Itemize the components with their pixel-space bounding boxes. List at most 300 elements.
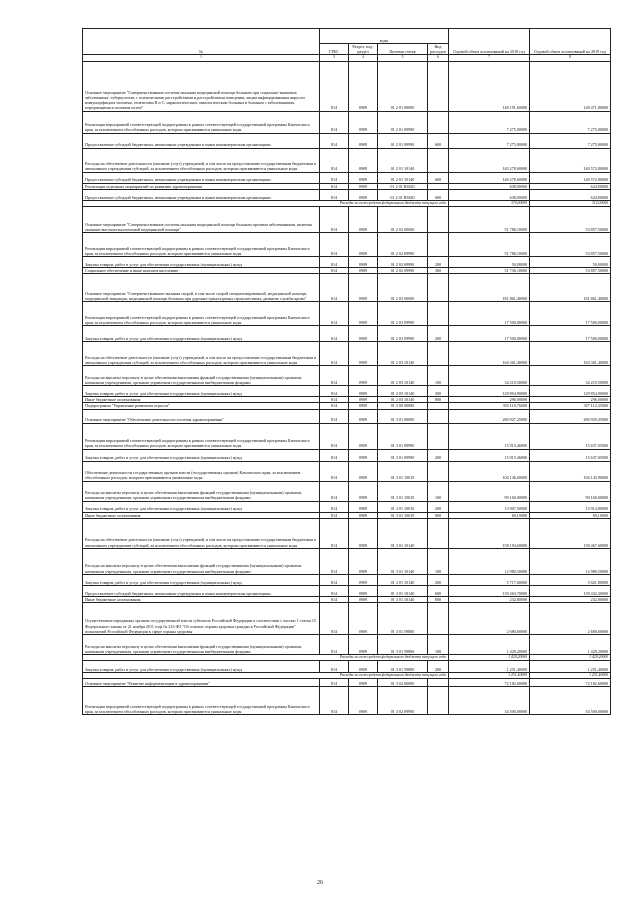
row-name: Реализация мероприятий соответствующей подпрограммы в рамках соответствующей государственной программы Камчатского края, за исключением обособленных расходов, которым присваиваются уникальные коды — [83, 111, 320, 133]
row-grbs: 814 — [320, 342, 349, 366]
row-vid — [428, 207, 449, 233]
table-row — [83, 233, 611, 257]
col-header-grbs: ГРБС — [320, 44, 349, 55]
row-amount-2019: 90 160,00000 — [530, 481, 611, 501]
table-row — [83, 518, 611, 548]
row-razdel: 0909 — [349, 268, 378, 274]
row-cst: 01 3 01 00000 — [378, 409, 428, 423]
row-vid: 200 — [428, 326, 449, 342]
table-row — [83, 687, 611, 715]
row-cst: 01 2 01 R3820 — [378, 189, 428, 200]
col-number: 4 — [349, 55, 378, 61]
row-vid — [428, 233, 449, 257]
row-amount-2019: 181 861,40000 — [530, 274, 611, 302]
row-cst: 01 3 02 09990 — [378, 687, 428, 715]
table-row — [83, 111, 611, 133]
row-name: Реализация мероприятий соответствующей подпрограммы в рамках соответствующей государственной программы Камчатского края, за исключением обособленных расходов, которым присваиваются уникальные коды — [83, 687, 320, 715]
row-grbs: 814 — [320, 326, 349, 342]
row-amount-2018: 69,10000 — [449, 512, 530, 518]
table-row — [83, 257, 611, 268]
table-row — [83, 635, 611, 655]
row-grbs: 814 — [320, 61, 349, 111]
col-header-razdel: Раздел, под-раздел — [349, 44, 378, 55]
row-amount-2019: 139 432,30000 — [530, 585, 611, 596]
table-row — [83, 661, 611, 673]
row-amount-2019: 53 857,50000 — [530, 233, 611, 257]
row-name: Предоставление субсидий бюджетным, автономным учреждениям и иным некоммерческим организациям — [83, 585, 320, 596]
row-cst: 01 3 01 10140 — [378, 585, 428, 596]
col-header-codes: коды — [320, 29, 449, 44]
row-grbs: 814 — [320, 133, 349, 148]
row-amount-2018: 15 915,46000 — [449, 449, 530, 461]
row-amount-2018: 2 680,60000 — [449, 603, 530, 635]
row-cst: 01 2 02 00000 — [378, 207, 428, 233]
row-name: Реализация отдельных мероприятий по развитию здравоохранения — [83, 183, 320, 189]
row-amount-2019: 7 275,00000 — [530, 133, 611, 148]
row-cst: 01 3 01 10140 — [378, 548, 428, 574]
row-amount-2019: 50,00000 — [530, 257, 611, 268]
row-note: Расходы за счет средств федерального бюджета текущего года — [83, 200, 449, 206]
table-row — [83, 461, 611, 481]
row-amount-2019: 12 980,50000 — [530, 548, 611, 574]
col-header-name: № — [83, 29, 320, 55]
row-amount-2018: 7 275,00000 — [449, 133, 530, 148]
row-vid: 200 — [428, 257, 449, 268]
row-cst: 01 3 01 59800 — [378, 635, 428, 655]
row-cst: 01 2 01 R3820 — [378, 183, 428, 189]
table-body — [83, 61, 611, 715]
row-amount-2019: 164 361,40000 — [530, 342, 611, 366]
row-cst: 01 2 03 10140 — [378, 397, 428, 403]
row-grbs: 814 — [320, 585, 349, 596]
row-amount-2018: 104 136,60000 — [449, 461, 530, 481]
row-razdel: 0909 — [349, 518, 378, 548]
row-note: Расходы за счет средств федерального бюджета текущего года — [83, 655, 449, 661]
row-name: Расходы на выплаты персоналу в целях обеспечения выполнения функций государственными (муниципальными) органами, казенными учреждениями, органами управления государственными внебюджетными фондами — [83, 548, 320, 574]
row-amount-2018: 5 717,60000 — [449, 574, 530, 585]
row-amount-2019: 13 914,80000 — [530, 501, 611, 512]
row-vid: 100 — [428, 481, 449, 501]
row-amount-2018: 1 429,20000 — [449, 655, 530, 661]
row-vid: 600 — [428, 172, 449, 183]
row-cst: 01 3 01 10140 — [378, 596, 428, 602]
row-cst: 01 2 03 00000 — [378, 274, 428, 302]
row-amount-2019: 69,10000 — [530, 512, 611, 518]
table-row — [83, 133, 611, 148]
row-amount-2018: 370,00000 — [449, 200, 530, 206]
row-grbs: 814 — [320, 596, 349, 602]
row-cst: 01 2 02 09990 — [378, 268, 428, 274]
col-number: 5 — [378, 55, 428, 61]
row-amount-2018: 17 500,00000 — [449, 302, 530, 326]
row-grbs: 814 — [320, 461, 349, 481]
row-vid: 200 — [428, 574, 449, 585]
table-row — [83, 61, 611, 111]
row-amount-2019: 232,80000 — [530, 596, 611, 602]
table-row — [83, 326, 611, 342]
row-amount-2018: 1 251,40000 — [449, 673, 530, 679]
row-cst: 01 2 02 09990 — [378, 233, 428, 257]
row-amount-2019: 7 275,00000 — [530, 111, 611, 133]
row-razdel: 0909 — [349, 687, 378, 715]
row-grbs: 814 — [320, 449, 349, 461]
row-grbs: 814 — [320, 548, 349, 574]
row-vid — [428, 687, 449, 715]
row-amount-2019: 34 210,50000 — [530, 366, 611, 386]
row-name: Социальное обеспечение и иные выплаты населению — [83, 268, 320, 274]
row-amount-2018: 140 278,60000 — [449, 148, 530, 172]
col-header-cst: Целевая статья — [378, 44, 428, 55]
row-name: Расходы на обеспечение деятельности (оказание услуг) учреждений, в том числе на предоставление государственным бюджетным и автономным учреждениям субсидий, за исключением обособленных расходов, которым присваиваются уникальные коды — [83, 518, 320, 548]
row-razdel: 0909 — [349, 574, 378, 585]
row-cst: 01 3 00 00000 — [378, 403, 428, 409]
row-amount-2019: 158 467,60000 — [530, 518, 611, 548]
row-name: Предоставление субсидий бюджетным, автономным учреждениям и иным некоммерческим организациям — [83, 189, 320, 200]
budget-sheet — [82, 28, 610, 715]
row-vid — [428, 61, 449, 111]
row-grbs: 814 — [320, 386, 349, 397]
row-amount-2018: 15 915,46000 — [449, 423, 530, 449]
row-amount-2018: 50,00000 — [449, 257, 530, 268]
row-vid — [428, 342, 449, 366]
row-grbs: 814 — [320, 366, 349, 386]
row-name: Закупка товаров, работ и услуг для обеспечения государственных (муниципальных) нужд — [83, 386, 320, 397]
row-razdel: 0909 — [349, 366, 378, 386]
row-vid — [428, 111, 449, 133]
row-razdel: 0909 — [349, 512, 378, 518]
row-vid: 100 — [428, 366, 449, 386]
table-row — [83, 574, 611, 585]
row-grbs: 814 — [320, 687, 349, 715]
row-amount-2018: 181 861,40000 — [449, 274, 530, 302]
row-grbs: 814 — [320, 111, 349, 133]
table-row — [83, 409, 611, 423]
row-name: Расходы на обеспечение деятельности (оказание услуг) учреждений, в том числе на предоставление государственным бюджетным и автономным учреждениям субсидий, за исключением обособленных расходов, которым присваиваются уникальные коды — [83, 148, 320, 172]
row-amount-2019: 34 500,00000 — [530, 687, 611, 715]
row-cst: 01 2 01 09990 — [378, 133, 428, 148]
row-vid: 800 — [428, 596, 449, 602]
row-name: Основное мероприятие "Совершенствование системы оказания медицинской помощи больным при социально-значимых заболеваниях: туберкулезом; с психическими расстройствами и расстройствами поведения; лицам инфицированным вирусом иммунодефицита человека, гепатитами В и С; наркологическим, онкологическим больным и больным с заболеваниями, передающимися половым путем" — [83, 61, 320, 111]
row-amount-2018: 12 980,50000 — [449, 548, 530, 574]
row-name: Реализация мероприятий соответствующей подпрограммы в рамках соответствующей государственной программы Камчатского края, за исключением обособленных расходов, которым присваиваются уникальные коды — [83, 423, 320, 449]
row-razdel: 0909 — [349, 326, 378, 342]
row-grbs: 814 — [320, 635, 349, 655]
row-razdel: 0909 — [349, 189, 378, 200]
row-name: Реализация мероприятий соответствующей подпрограммы в рамках соответствующей государственной программы Камчатского края, за исключением обособленных расходов, которым присваиваются уникальные коды — [83, 302, 320, 326]
col-number: 1 — [83, 55, 320, 61]
table-row — [83, 423, 611, 449]
row-razdel: 0909 — [349, 233, 378, 257]
row-amount-2018: 129 854,90000 — [449, 386, 530, 397]
row-name: Иные бюджетные ассигнования — [83, 397, 320, 403]
row-name: Основное мероприятие "Совершенствование системы оказания медицинской помощи больным прочими заболеваниями, включая оказание высокотехнологичной медицинской помощи" — [83, 207, 320, 233]
col-header-2018: Годовой объем ассигнований на 2018 год — [449, 29, 530, 55]
row-grbs: 814 — [320, 501, 349, 512]
row-razdel: 0909 — [349, 207, 378, 233]
row-grbs: 814 — [320, 574, 349, 585]
row-razdel: 0909 — [349, 111, 378, 133]
row-name: Закупка товаров, работ и услуг для обеспечения государственных (муниципальных) нужд — [83, 501, 320, 512]
row-amount-2019: 140 572,80000 — [530, 172, 611, 183]
row-grbs: 814 — [320, 302, 349, 326]
row-cst: 01 3 01 59800 — [378, 603, 428, 635]
row-name: Основное мероприятие "Совершенствование оказания скорой, в том числе скорой специализированной, медицинской помощи, медицинской эвакуации, медицинской помощи больным при дорожно-транспортных происшествиях, развитие службы крови" — [83, 274, 320, 302]
row-cst: 01 3 01 10010 — [378, 512, 428, 518]
row-grbs: 814 — [320, 518, 349, 548]
row-cst: 01 2 02 09990 — [378, 257, 428, 268]
table-row — [83, 449, 611, 461]
row-amount-2019: 280 929,35000 — [530, 409, 611, 423]
row-razdel: 0909 — [349, 342, 378, 366]
row-name: Предоставление субсидий бюджетным, автономным учреждениям и иным некоммерческим организациям — [83, 172, 320, 183]
table-row — [83, 603, 611, 635]
row-vid: 100 — [428, 548, 449, 574]
row-amount-2019: 15 637,05000 — [530, 449, 611, 461]
row-amount-2019: 129 854,90000 — [530, 386, 611, 397]
row-amount-2018: 280 927,25000 — [449, 409, 530, 423]
row-grbs: 814 — [320, 148, 349, 172]
row-amount-2019: 1 251,40000 — [530, 673, 611, 679]
row-amount-2019: 624,00000 — [530, 183, 611, 189]
row-name: Закупка товаров, работ и услуг для обеспечения государственных (муниципальных) нужд — [83, 326, 320, 342]
col-number: 7 — [449, 55, 530, 61]
row-razdel: 0909 — [349, 603, 378, 635]
row-cst: 01 3 01 10010 — [378, 501, 428, 512]
row-vid: 800 — [428, 512, 449, 518]
row-grbs: 814 — [320, 172, 349, 183]
row-note: Расходы за счет средств федерального бюджета текущего года — [83, 673, 449, 679]
row-grbs: 814 — [320, 603, 349, 635]
row-amount-2019: 72 182,60000 — [530, 679, 611, 687]
row-vid — [428, 302, 449, 326]
row-razdel: 0909 — [349, 61, 378, 111]
row-name: Подпрограмма "Управление развитием отрасли" — [83, 403, 320, 409]
row-name: Расходы на обеспечение деятельности (оказание услуг) учреждений, в том числе на предоставление государственным бюджетным и автономным учреждениям субсидий, за исключением обособленных расходов, которым присваиваются уникальные коды — [83, 342, 320, 366]
row-cst: 01 3 01 09990 — [378, 449, 428, 461]
table-row — [83, 386, 611, 397]
row-amount-2019: 140 572,80000 — [530, 148, 611, 172]
row-vid: 100 — [428, 635, 449, 655]
row-amount-2019: 296,00000 — [530, 397, 611, 403]
row-amount-2019: 357 112,35000 — [530, 403, 611, 409]
row-vid — [428, 274, 449, 302]
row-amount-2019: 1 429,20000 — [530, 635, 611, 655]
row-amount-2019: 148 471,80000 — [530, 61, 611, 111]
table-row — [83, 481, 611, 501]
row-amount-2018: 17 500,00000 — [449, 326, 530, 342]
row-amount-2018: 51 786,10000 — [449, 233, 530, 257]
row-grbs: 814 — [320, 512, 349, 518]
row-amount-2019: 2 680,60000 — [530, 603, 611, 635]
row-amount-2018: 34 500,00000 — [449, 687, 530, 715]
row-grbs: 814 — [320, 397, 349, 403]
row-vid: 600 — [428, 189, 449, 200]
row-cst: 01 3 01 10010 — [378, 481, 428, 501]
row-grbs: 814 — [320, 183, 349, 189]
row-razdel: 0909 — [349, 397, 378, 403]
row-amount-2018: 296,00000 — [449, 397, 530, 403]
row-grbs: 814 — [320, 274, 349, 302]
row-grbs: 814 — [320, 233, 349, 257]
table-row — [83, 366, 611, 386]
row-vid — [428, 461, 449, 481]
table-row — [83, 189, 611, 200]
row-amount-2018: 1 251,40000 — [449, 661, 530, 673]
row-razdel: 0909 — [349, 596, 378, 602]
row-cst: 01 2 03 10140 — [378, 386, 428, 397]
row-name: Основное мероприятие "Обеспечение деятельности системы здравоохранения" — [83, 409, 320, 423]
row-name: Предоставление субсидий бюджетным, автономным учреждениям и иным некоммерческим организациям — [83, 133, 320, 148]
row-razdel: 0909 — [349, 172, 378, 183]
col-number: 8 — [530, 55, 611, 61]
table-row — [83, 501, 611, 512]
row-grbs: 814 — [320, 268, 349, 274]
row-razdel: 0909 — [349, 461, 378, 481]
row-amount-2018: 90 160,00000 — [449, 481, 530, 501]
row-razdel: 0909 — [349, 409, 378, 423]
row-grbs: 814 — [320, 403, 349, 409]
row-cst: 01 2 03 10140 — [378, 366, 428, 386]
row-name: Реализация мероприятий соответствующей подпрограммы в рамках соответствующей государственной программы Камчатского края, за исключением обособленных расходов, которым присваиваются уникальные коды — [83, 233, 320, 257]
table-row — [83, 172, 611, 183]
row-cst: 01 2 03 10140 — [378, 342, 428, 366]
row-cst: 01 2 03 09990 — [378, 302, 428, 326]
row-grbs: 814 — [320, 661, 349, 673]
row-cst: 01 3 01 59800 — [378, 661, 428, 673]
row-vid — [428, 423, 449, 449]
row-vid — [428, 409, 449, 423]
row-amount-2018: 148 191,60000 — [449, 61, 530, 111]
row-vid — [428, 148, 449, 172]
col-header-vid: Вид расходов — [428, 44, 449, 55]
table-row — [83, 148, 611, 172]
row-amount-2019: 17 500,00000 — [530, 302, 611, 326]
row-amount-2019: 312,00000 — [530, 200, 611, 206]
row-grbs: 814 — [320, 423, 349, 449]
row-amount-2018: 139 263,70000 — [449, 585, 530, 596]
row-razdel: 0909 — [349, 679, 378, 687]
row-razdel: 0909 — [349, 548, 378, 574]
row-vid: 200 — [428, 386, 449, 397]
row-amount-2019: 53 857,50000 — [530, 207, 611, 233]
row-amount-2018: 34 210,50000 — [449, 366, 530, 386]
row-amount-2018: 7 275,00000 — [449, 111, 530, 133]
row-cst: 01 3 01 09990 — [378, 423, 428, 449]
row-razdel: 0909 — [349, 449, 378, 461]
row-vid: 800 — [428, 397, 449, 403]
row-amount-2018: 13 907,50000 — [449, 501, 530, 512]
table-row — [83, 342, 611, 366]
row-vid — [428, 603, 449, 635]
row-razdel: 0909 — [349, 302, 378, 326]
row-grbs: 814 — [320, 207, 349, 233]
budget-table — [82, 28, 611, 715]
row-razdel: 0909 — [349, 635, 378, 655]
table-row — [83, 274, 611, 302]
page-number: 26 — [317, 880, 323, 886]
row-razdel: 0909 — [349, 501, 378, 512]
row-razdel: 0909 — [349, 585, 378, 596]
row-razdel: 0909 — [349, 661, 378, 673]
row-vid: 600 — [428, 585, 449, 596]
row-amount-2018: 51 736,10000 — [449, 268, 530, 274]
col-number: 3 — [320, 55, 349, 61]
row-razdel: 0909 — [349, 386, 378, 397]
row-razdel: 0909 — [349, 423, 378, 449]
row-razdel: 0909 — [349, 133, 378, 148]
row-vid: 600 — [428, 133, 449, 148]
row-amount-2019: 104 143,90000 — [530, 461, 611, 481]
table-row — [83, 207, 611, 233]
row-cst: 01 2 01 10140 — [378, 172, 428, 183]
row-vid: 300 — [428, 268, 449, 274]
row-name: Иные бюджетные ассигнования — [83, 596, 320, 602]
row-grbs: 814 — [320, 257, 349, 268]
row-vid: 200 — [428, 661, 449, 673]
row-amount-2019: 1 429,20000 — [530, 655, 611, 661]
row-cst: 01 2 03 09990 — [378, 326, 428, 342]
row-amount-2019: 17 500,00000 — [530, 326, 611, 342]
row-razdel: 0909 — [349, 274, 378, 302]
row-grbs: 814 — [320, 409, 349, 423]
row-cst: 01 3 02 00000 — [378, 679, 428, 687]
row-grbs: 814 — [320, 679, 349, 687]
row-amount-2018: 638,00000 — [449, 183, 530, 189]
row-amount-2019: 53 807,50000 — [530, 268, 611, 274]
row-amount-2018: 355 110,76000 — [449, 403, 530, 409]
row-cst: 01 2 01 09990 — [378, 111, 428, 133]
row-vid: 200 — [428, 501, 449, 512]
row-grbs: 814 — [320, 481, 349, 501]
row-amount-2018: 158 194,60000 — [449, 518, 530, 548]
row-amount-2018: 638,00000 — [449, 189, 530, 200]
row-cst: 01 2 01 00000 — [378, 61, 428, 111]
row-vid — [428, 518, 449, 548]
row-name: Основное мероприятие "Развитие информатизации в здравоохранении" — [83, 679, 320, 687]
table-row — [83, 585, 611, 596]
row-razdel: 0909 — [349, 481, 378, 501]
row-razdel: 0909 — [349, 403, 378, 409]
row-amount-2018: 232,80000 — [449, 596, 530, 602]
row-razdel: 0909 — [349, 183, 378, 189]
table-row — [83, 548, 611, 574]
row-name: Осуществление переданных органам государственной власти субъектов Российской Федерации в соответствии с частью 1 статьи 15 Федерального закона от 21 ноября 2011 года № 323-ФЗ "Об основах охраны здоровья граждан в Российской Федерации" полномочий Российской Федерации в сфере охраны здоровья — [83, 603, 320, 635]
row-cst: 01 3 01 10140 — [378, 574, 428, 585]
table-row — [83, 679, 611, 687]
row-name: Обеспечение деятельности государственных органов власти (государственных органов) Камчатского края, за исключением обособленных расходов, которым присваиваются уникальные коды — [83, 461, 320, 481]
row-name: Расходы на выплаты персоналу в целях обеспечения выполнения функций государственными (муниципальными) органами, казенными учреждениями, органами управления государственными внебюджетными фондами — [83, 481, 320, 501]
col-header-2019: Годовой объем ассигнований на 2019 год — [530, 29, 611, 55]
col-number: 6 — [428, 55, 449, 61]
table-row — [83, 302, 611, 326]
row-amount-2019: 15 637,05000 — [530, 423, 611, 449]
row-amount-2019: 624,00000 — [530, 189, 611, 200]
row-name: Расходы на выплаты персоналу в целях обеспечения выполнения функций государственными (муниципальными) органами, казенными учреждениями, органами управления государственными внебюджетными фондами — [83, 635, 320, 655]
row-name: Закупка товаров, работ и услуг для обеспечения государственных (муниципальных) нужд — [83, 449, 320, 461]
row-name: Закупка товаров, работ и услуг для обеспечения государственных (муниципальных) нужд — [83, 574, 320, 585]
row-grbs: 814 — [320, 189, 349, 200]
row-amount-2018: 51 786,10000 — [449, 207, 530, 233]
row-razdel: 0909 — [349, 257, 378, 268]
row-cst: 01 2 01 10140 — [378, 148, 428, 172]
row-vid: 200 — [428, 449, 449, 461]
row-cst: 01 3 01 10010 — [378, 461, 428, 481]
row-vid — [428, 679, 449, 687]
row-amount-2019: 1 251,40000 — [530, 661, 611, 673]
row-amount-2018: 164 361,40000 — [449, 342, 530, 366]
row-name: Иные бюджетные ассигнования — [83, 512, 320, 518]
row-amount-2018: 1 429,20000 — [449, 635, 530, 655]
